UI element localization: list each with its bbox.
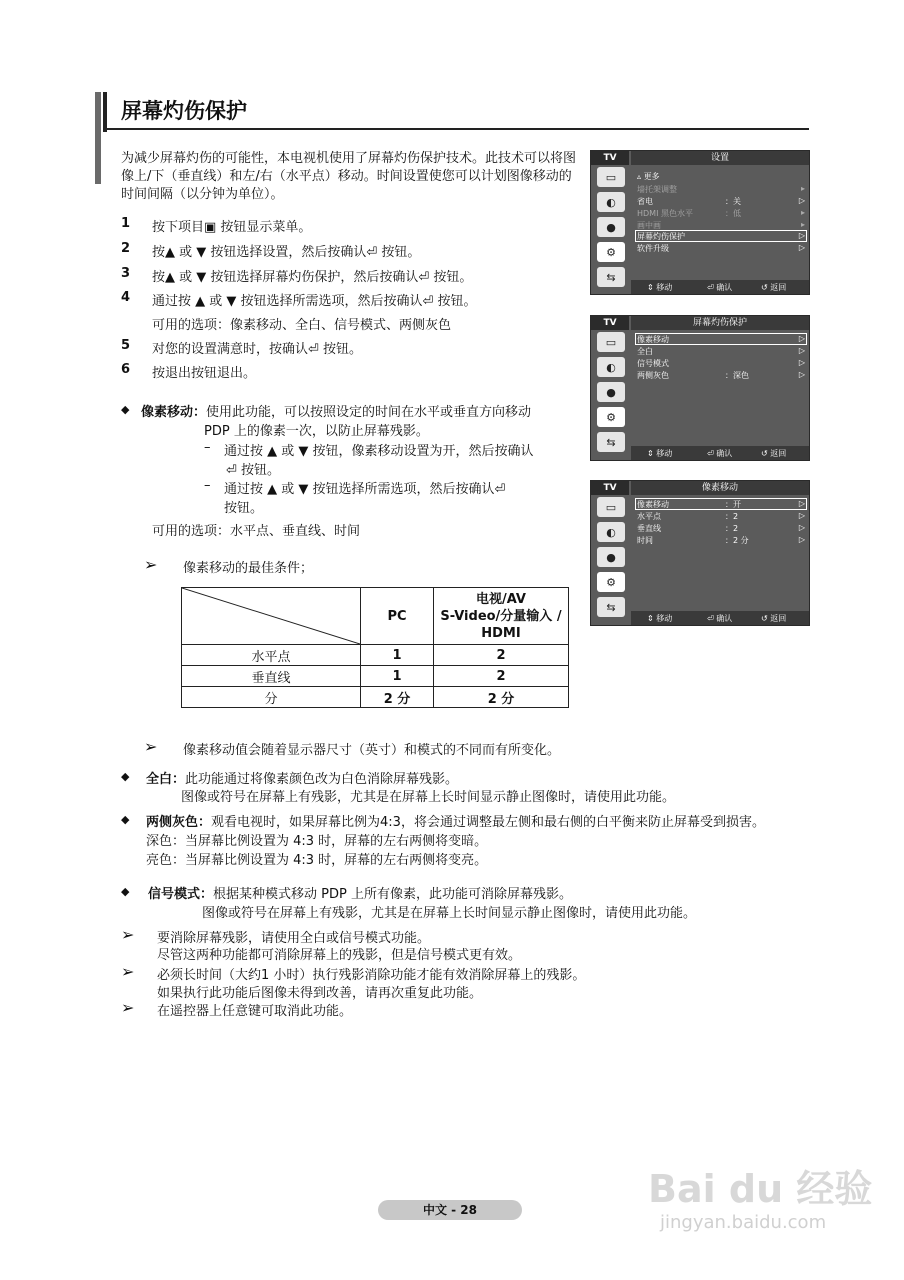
setup-gear-icon[interactable]: ⚙ bbox=[597, 407, 625, 427]
tv-menu-pixel-shift bbox=[590, 480, 810, 626]
tv-menu-setup bbox=[590, 150, 810, 295]
page-title: 屏幕灼伤保护 bbox=[121, 99, 247, 123]
menu-value: ：开 bbox=[725, 500, 741, 509]
title-bar-gray bbox=[95, 92, 101, 184]
picture-icon[interactable]: ▭ bbox=[597, 332, 625, 352]
picture-icon[interactable]: ▭ bbox=[597, 167, 625, 187]
pixel-shift-options: 可用的选项：水平点、垂直线、时间 bbox=[152, 524, 361, 539]
dash-2: – bbox=[204, 478, 211, 493]
menu-header: 像素移动 bbox=[631, 481, 809, 495]
note-arrow-icon: ➢ bbox=[121, 998, 135, 1017]
note-arrow-icon: ➢ bbox=[144, 737, 158, 756]
input-icon[interactable]: ⇆ bbox=[597, 432, 625, 452]
table-row: 水平点 1 2 bbox=[182, 645, 569, 666]
submenu-arrow-icon: ▷ bbox=[798, 334, 805, 343]
menu-footer bbox=[631, 280, 809, 294]
pixel-shift-line1: 像素移动：使用此功能，可以按照设定的时间在水平或垂直方向移动 bbox=[141, 405, 532, 420]
menu-side-icons bbox=[597, 332, 625, 457]
return-hint: ↺ 返回 bbox=[761, 449, 787, 458]
menu-item[interactable]: 全白 bbox=[637, 347, 653, 356]
menu-item[interactable]: 画中画 bbox=[637, 221, 661, 230]
baidu-watermark-url: jingyan.baidu.com bbox=[660, 1212, 827, 1233]
input-icon[interactable]: ⇆ bbox=[597, 597, 625, 617]
tv-tag: TV bbox=[591, 316, 629, 330]
menu-item[interactable]: 两侧灰色 bbox=[637, 371, 669, 380]
menu-header: 屏幕灼伤保护 bbox=[631, 316, 809, 330]
menu-item[interactable]: 时间 bbox=[637, 536, 653, 545]
submenu-arrow-icon: ▸ bbox=[800, 208, 805, 217]
menu-item[interactable]: 水平点 bbox=[637, 512, 661, 521]
side-gray-light: 亮色：当屏幕比例设置为 4:3 时，屏幕的左右两侧将变亮。 bbox=[146, 853, 488, 868]
title-rule bbox=[107, 128, 809, 130]
tv-menu-burn-protection bbox=[590, 315, 810, 461]
pixel-shift-sub1a: 通过按 ▲ 或 ▼ 按钮，像素移动设置为开，然后按确认 bbox=[224, 444, 534, 459]
channel-icon[interactable]: ● bbox=[597, 382, 625, 402]
tv-tag: TV bbox=[591, 481, 629, 495]
submenu-arrow-icon: ▸ bbox=[800, 184, 805, 193]
side-gray-line1: 两侧灰色：观看电视时，如果屏幕比例为4:3，将会通过调整最左侧和最右侧的白平衡来防止屏幕受到损害。 bbox=[146, 815, 765, 830]
setup-gear-icon[interactable]: ⚙ bbox=[597, 242, 625, 262]
menu-header: 设置 bbox=[631, 151, 809, 165]
signal-pattern-line1: 信号模式：根据某种模式移动 PDP 上所有像素，此功能可消除屏幕残影。 bbox=[148, 887, 572, 902]
note-arrow-icon: ➢ bbox=[121, 925, 135, 944]
bullet-diamond-icon: ◆ bbox=[121, 885, 130, 898]
submenu-arrow-icon: ▷ bbox=[798, 346, 805, 355]
side-gray-dark: 深色：当屏幕比例设置为 4:3 时，屏幕的左右两侧将变暗。 bbox=[146, 834, 488, 849]
return-hint: ↺ 返回 bbox=[761, 614, 787, 623]
return-hint: ↺ 返回 bbox=[761, 283, 787, 292]
menu-footer bbox=[631, 446, 809, 460]
submenu-arrow-icon: ▷ bbox=[798, 523, 805, 532]
submenu-arrow-icon: ▷ bbox=[798, 499, 805, 508]
menu-item[interactable]: 墙托架调整 bbox=[637, 185, 677, 194]
note-2b: 如果执行此功能后图像未得到改善，请再次重复此功能。 bbox=[157, 986, 483, 1001]
picture-icon[interactable]: ▭ bbox=[597, 497, 625, 517]
note-2a: 必须长时间（大约1 小时）执行残影消除功能才能有效消除屏幕上的残影。 bbox=[157, 968, 586, 983]
channel-icon[interactable]: ● bbox=[597, 217, 625, 237]
diagonal-line bbox=[182, 588, 360, 644]
note-3a: 在遥控器上任意键可取消此功能。 bbox=[157, 1004, 353, 1019]
all-white-line2: 图像或符号在屏幕上有残影，尤其是在屏幕上长时间显示静止图像时，请使用此功能。 bbox=[181, 790, 676, 805]
submenu-arrow-icon: ▷ bbox=[798, 243, 805, 252]
menu-side-icons bbox=[597, 167, 625, 292]
submenu-arrow-icon: ▷ bbox=[798, 511, 805, 520]
bullet-diamond-icon: ◆ bbox=[121, 403, 130, 416]
sound-icon[interactable]: ◐ bbox=[597, 522, 625, 542]
menu-item-selected[interactable]: 像素移动 bbox=[637, 335, 669, 344]
menu-value: ：2 bbox=[725, 512, 739, 521]
submenu-arrow-icon: ▷ bbox=[798, 231, 805, 240]
menu-item[interactable]: HDMI 黑色水平 bbox=[637, 209, 693, 218]
menu-value: ：2 bbox=[725, 524, 739, 533]
pixel-shift-sub2a: 通过按 ▲ 或 ▼ 按钮选择所需选项，然后按确认⏎ bbox=[224, 482, 506, 497]
menu-item[interactable]: 信号模式 bbox=[637, 359, 669, 368]
enter-hint: ⏎ 确认 bbox=[707, 449, 733, 458]
pixel-shift-sub1b: ⏎ 按钮。 bbox=[226, 463, 281, 478]
title-bar-dark bbox=[103, 92, 107, 132]
baidu-watermark-logo: Bai du 经验 bbox=[648, 1167, 873, 1211]
note-1a: 要消除屏幕残影，请使用全白或信号模式功能。 bbox=[157, 931, 431, 946]
page-number: 中文 - 28 bbox=[378, 1200, 522, 1220]
tv-tag: TV bbox=[591, 151, 629, 165]
bullet-diamond-icon: ◆ bbox=[121, 813, 130, 826]
best-condition-note: 像素移动的最佳条件； bbox=[183, 561, 314, 576]
note-arrow-icon: ➢ bbox=[144, 555, 158, 574]
note-1b: 尽管这两种功能都可消除屏幕上的残影，但是信号模式更有效。 bbox=[157, 948, 522, 963]
menu-value: ：低 bbox=[725, 209, 741, 218]
menu-item[interactable]: 省电 bbox=[637, 197, 653, 206]
setup-gear-icon[interactable]: ⚙ bbox=[597, 572, 625, 592]
note-arrow-icon: ➢ bbox=[121, 962, 135, 981]
table-row: 垂直线 1 2 bbox=[182, 666, 569, 687]
col-header-av: 电视/AV S-Video/分量输入 / HDMI bbox=[434, 588, 569, 645]
menu-value: ：关 bbox=[725, 197, 741, 206]
signal-pattern-line2: 图像或符号在屏幕上有残影，尤其是在屏幕上长时间显示静止图像时，请使用此功能。 bbox=[202, 906, 697, 921]
col-header-pc: PC bbox=[361, 588, 434, 645]
submenu-arrow-icon: ▷ bbox=[798, 196, 805, 205]
menu-item-selected[interactable]: 屏幕灼伤保护 bbox=[637, 232, 685, 241]
sound-icon[interactable]: ◐ bbox=[597, 357, 625, 377]
channel-icon[interactable]: ● bbox=[597, 547, 625, 567]
move-hint: ⇕ 移动 bbox=[647, 449, 673, 458]
menu-footer bbox=[631, 611, 809, 625]
bullet-diamond-icon: ◆ bbox=[121, 770, 130, 783]
menu-side-icons bbox=[597, 497, 625, 622]
all-white-line1: 全白：此功能通过将像素颜色改为白色消除屏幕残影。 bbox=[146, 772, 459, 787]
menu-item[interactable]: 软件升级 bbox=[637, 244, 669, 253]
menu-item-selected[interactable]: 像素移动 bbox=[637, 500, 669, 509]
pixel-shift-line2: PDP 上的像素一次，以防止屏幕残影。 bbox=[204, 424, 429, 439]
menu-item[interactable]: 垂直线 bbox=[637, 524, 661, 533]
pixel-shift-sub2b: 按钮。 bbox=[224, 501, 264, 516]
sound-icon[interactable]: ◐ bbox=[597, 192, 625, 212]
submenu-arrow-icon: ▷ bbox=[798, 535, 805, 544]
menu-value: ：2 分 bbox=[725, 536, 749, 545]
dash-1: – bbox=[204, 440, 211, 455]
submenu-arrow-icon: ▷ bbox=[798, 358, 805, 367]
enter-hint: ⏎ 确认 bbox=[707, 614, 733, 623]
input-icon[interactable]: ⇆ bbox=[597, 267, 625, 287]
menu-item[interactable]: ▵ 更多 bbox=[637, 172, 660, 181]
enter-hint: ⏎ 确认 bbox=[707, 283, 733, 292]
size-note: 像素移动值会随着显示器尺寸（英寸）和模式的不同而有所变化。 bbox=[183, 743, 561, 758]
move-hint: ⇕ 移动 bbox=[647, 614, 673, 623]
pixel-shift-table bbox=[181, 587, 569, 708]
table-row: 分 2 分 2 分 bbox=[182, 687, 569, 708]
table-diagonal-cell bbox=[182, 588, 361, 645]
move-hint: ⇕ 移动 bbox=[647, 283, 673, 292]
intro-paragraph: 为减少屏幕灼伤的可能性，本电视机使用了屏幕灼伤保护技术。此技术可以将图像上/下（垂直线）和左/右（水平点）移动。时间设置使您可以计划图像移动的时间间隔（以分钟为单位）。 bbox=[121, 151, 577, 202]
submenu-arrow-icon: ▸ bbox=[800, 220, 805, 229]
menu-value: ：深色 bbox=[725, 371, 749, 380]
submenu-arrow-icon: ▷ bbox=[798, 370, 805, 379]
